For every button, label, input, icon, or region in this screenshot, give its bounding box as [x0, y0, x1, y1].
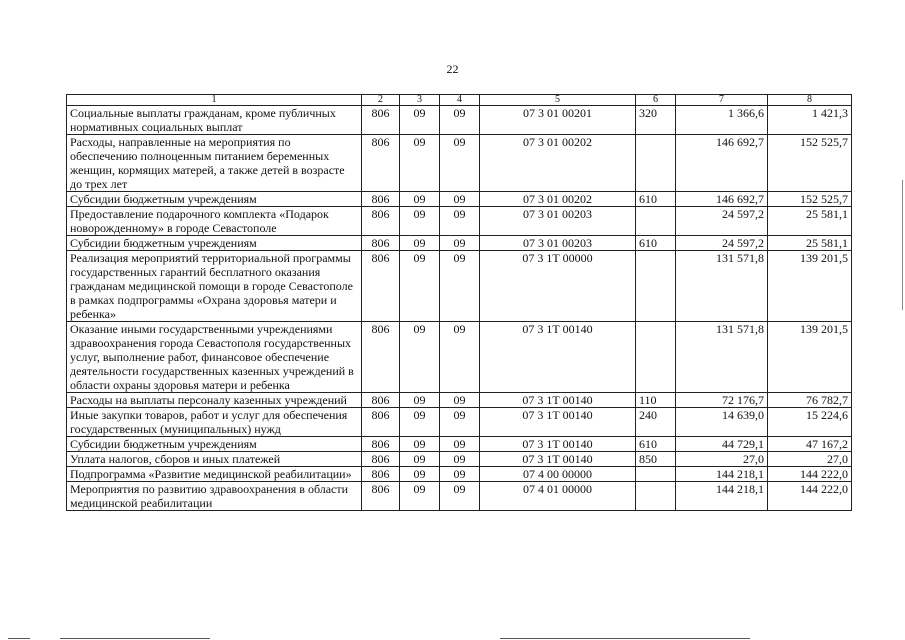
cell-vr — [636, 251, 676, 322]
cell-sum2: 27,0 — [768, 452, 852, 467]
cell-sum1: 24 597,2 — [676, 236, 768, 251]
cell-name: Субсидии бюджетным учреждениям — [67, 192, 362, 207]
cell-vr — [636, 467, 676, 482]
cell-name: Реализация мероприятий территориальной программы государственных гарантий бесплатного оказания гражданам медицинской помощи в городе Севастополе в рамках подпрограммы «Охрана здоровья матери и ребенка» — [67, 251, 362, 322]
cell-csr: 07 3 1Т 00140 — [480, 452, 636, 467]
cell-ved: 806 — [362, 106, 400, 135]
cell-ved: 806 — [362, 452, 400, 467]
column-number-header-row — [67, 95, 852, 106]
cell-sum2: 25 581,1 — [768, 236, 852, 251]
cell-name: Мероприятия по развитию здравоохранения в области медицинской реабилитации — [67, 482, 362, 511]
column-header: 7 — [676, 95, 768, 106]
cell-csr: 07 3 1Т 00140 — [480, 322, 636, 393]
cell-vr: 850 — [636, 452, 676, 467]
cell-csr: 07 3 1Т 00140 — [480, 408, 636, 437]
cell-pr: 09 — [440, 452, 480, 467]
column-header: 2 — [362, 95, 400, 106]
cell-sum1: 131 571,8 — [676, 322, 768, 393]
cell-csr: 07 3 01 00202 — [480, 135, 636, 192]
cell-pr: 09 — [440, 437, 480, 452]
column-header: 4 — [440, 95, 480, 106]
cell-sum2: 139 201,5 — [768, 251, 852, 322]
cell-vr: 320 — [636, 106, 676, 135]
cell-csr: 07 3 01 00203 — [480, 236, 636, 251]
cell-csr: 07 3 1Т 00000 — [480, 251, 636, 322]
cell-sum2: 76 782,7 — [768, 393, 852, 408]
cell-ved: 806 — [362, 408, 400, 437]
scan-edge-line — [902, 180, 903, 310]
cell-pr: 09 — [440, 236, 480, 251]
cell-rz: 09 — [400, 437, 440, 452]
column-header: 5 — [480, 95, 636, 106]
table-row — [67, 236, 852, 251]
cell-ved: 806 — [362, 251, 400, 322]
cell-name: Расходы, направленные на мероприятия по обеспечению полноценным питанием беременных женщин, кормящих матерей, а также детей в возрасте до трех лет — [67, 135, 362, 192]
cell-sum2: 25 581,1 — [768, 207, 852, 236]
cell-pr: 09 — [440, 467, 480, 482]
cell-sum1: 146 692,7 — [676, 192, 768, 207]
cell-ved: 806 — [362, 393, 400, 408]
cell-csr: 07 3 01 00202 — [480, 192, 636, 207]
cell-ved: 806 — [362, 482, 400, 511]
cell-rz: 09 — [400, 322, 440, 393]
cell-sum2: 152 525,7 — [768, 192, 852, 207]
cell-sum2: 1 421,3 — [768, 106, 852, 135]
cell-vr — [636, 482, 676, 511]
scan-bottom-marks — [0, 636, 905, 640]
cell-sum1: 146 692,7 — [676, 135, 768, 192]
cell-pr: 09 — [440, 192, 480, 207]
cell-csr: 07 3 1Т 00140 — [480, 393, 636, 408]
table-row — [67, 408, 852, 437]
cell-pr: 09 — [440, 408, 480, 437]
cell-rz: 09 — [400, 236, 440, 251]
cell-vr: 240 — [636, 408, 676, 437]
cell-sum2: 139 201,5 — [768, 322, 852, 393]
cell-rz: 09 — [400, 467, 440, 482]
cell-name: Расходы на выплаты персоналу казенных учреждений — [67, 393, 362, 408]
cell-vr: 110 — [636, 393, 676, 408]
cell-ved: 806 — [362, 135, 400, 192]
table-row — [67, 207, 852, 236]
table-row — [67, 322, 852, 393]
cell-rz: 09 — [400, 251, 440, 322]
cell-sum1: 144 218,1 — [676, 467, 768, 482]
cell-rz: 09 — [400, 135, 440, 192]
cell-rz: 09 — [400, 452, 440, 467]
cell-vr: 610 — [636, 437, 676, 452]
cell-name: Уплата налогов, сборов и иных платежей — [67, 452, 362, 467]
cell-pr: 09 — [440, 322, 480, 393]
cell-name: Предоставление подарочного комплекта «Подарок новорожденному» в городе Севастополе — [67, 207, 362, 236]
cell-ved: 806 — [362, 467, 400, 482]
cell-sum2: 15 224,6 — [768, 408, 852, 437]
cell-ved: 806 — [362, 192, 400, 207]
cell-sum2: 152 525,7 — [768, 135, 852, 192]
cell-name: Социальные выплаты гражданам, кроме публичных нормативных социальных выплат — [67, 106, 362, 135]
table-body — [67, 106, 852, 511]
cell-vr — [636, 322, 676, 393]
column-header: 3 — [400, 95, 440, 106]
table-row — [67, 192, 852, 207]
table-row — [67, 437, 852, 452]
cell-name: Иные закупки товаров, работ и услуг для обеспечения государственных (муниципальных) нужд — [67, 408, 362, 437]
cell-name: Оказание иными государственными учреждениями здравоохранения города Севастополя государственных услуг, выполнение работ, финансовое обеспечение деятельности государственных казенных учреждений в области охраны здоровья матери и ребенка — [67, 322, 362, 393]
cell-sum1: 144 218,1 — [676, 482, 768, 511]
table-row — [67, 106, 852, 135]
cell-rz: 09 — [400, 207, 440, 236]
page-number: 22 — [446, 62, 459, 76]
cell-vr — [636, 207, 676, 236]
cell-name: Подпрограмма «Развитие медицинской реабилитации» — [67, 467, 362, 482]
cell-vr: 610 — [636, 236, 676, 251]
cell-vr: 610 — [636, 192, 676, 207]
cell-vr — [636, 135, 676, 192]
cell-ved: 806 — [362, 322, 400, 393]
cell-sum1: 72 176,7 — [676, 393, 768, 408]
cell-sum2: 144 222,0 — [768, 467, 852, 482]
cell-sum1: 44 729,1 — [676, 437, 768, 452]
cell-pr: 09 — [440, 106, 480, 135]
cell-csr: 07 4 01 00000 — [480, 482, 636, 511]
cell-sum1: 1 366,6 — [676, 106, 768, 135]
cell-sum2: 47 167,2 — [768, 437, 852, 452]
cell-ved: 806 — [362, 437, 400, 452]
cell-csr: 07 3 01 00203 — [480, 207, 636, 236]
cell-rz: 09 — [400, 393, 440, 408]
budget-table — [66, 94, 852, 511]
column-header: 8 — [768, 95, 852, 106]
cell-rz: 09 — [400, 482, 440, 511]
cell-pr: 09 — [440, 393, 480, 408]
table-row — [67, 251, 852, 322]
column-header: 1 — [67, 95, 362, 106]
cell-csr: 07 3 1Т 00140 — [480, 437, 636, 452]
table-row — [67, 135, 852, 192]
cell-sum2: 144 222,0 — [768, 482, 852, 511]
cell-ved: 806 — [362, 207, 400, 236]
cell-sum1: 14 639,0 — [676, 408, 768, 437]
cell-pr: 09 — [440, 251, 480, 322]
cell-rz: 09 — [400, 408, 440, 437]
cell-pr: 09 — [440, 482, 480, 511]
cell-sum1: 24 597,2 — [676, 207, 768, 236]
cell-sum1: 27,0 — [676, 452, 768, 467]
column-header: 6 — [636, 95, 676, 106]
table-row — [67, 393, 852, 408]
cell-rz: 09 — [400, 192, 440, 207]
cell-name: Субсидии бюджетным учреждениям — [67, 437, 362, 452]
table-row — [67, 467, 852, 482]
cell-ved: 806 — [362, 236, 400, 251]
cell-pr: 09 — [440, 207, 480, 236]
cell-rz: 09 — [400, 106, 440, 135]
cell-name: Субсидии бюджетным учреждениям — [67, 236, 362, 251]
cell-csr: 07 3 01 00201 — [480, 106, 636, 135]
table-row — [67, 452, 852, 467]
table-row — [67, 482, 852, 511]
cell-pr: 09 — [440, 135, 480, 192]
cell-sum1: 131 571,8 — [676, 251, 768, 322]
cell-csr: 07 4 00 00000 — [480, 467, 636, 482]
